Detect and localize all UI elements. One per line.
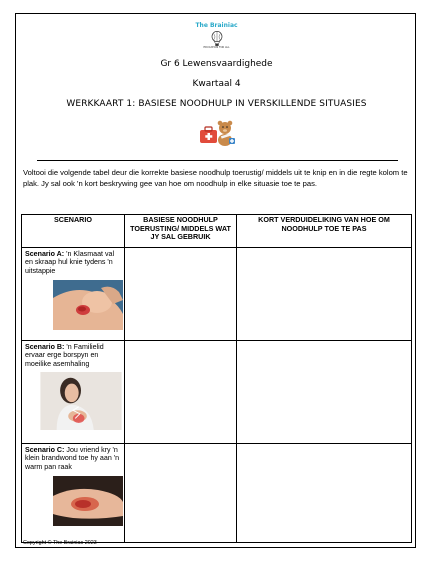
equipment-cell[interactable] (125, 248, 237, 341)
scenario-text: Jou vriend kry 'n klein brandwond toe hy aan 'n warm pan raak (25, 446, 120, 471)
equipment-cell[interactable] (125, 341, 237, 444)
first-aid-kit-teddy-icon (199, 119, 237, 147)
header-equipment: BASIESE NOODHULP TOERUSTING/ MIDDELS WAT JY SAL GEBRUIK (125, 215, 237, 248)
scenario-text: 'n Familielid ervaar erge borspyn en moeilike asemhaling (25, 343, 104, 368)
scenario-label: Scenario B: (25, 343, 65, 351)
scenario-cell (22, 248, 125, 341)
term-title: Kwartaal 4 (192, 79, 241, 89)
scenario-cell (22, 444, 125, 543)
equipment-cell[interactable] (125, 444, 237, 543)
explanation-cell[interactable] (237, 248, 412, 341)
scenario-label: Scenario C: (25, 446, 65, 454)
explanation-cell[interactable] (237, 341, 412, 444)
table-row (22, 341, 412, 444)
first-aid-table (21, 214, 412, 543)
header-explanation: KORT VERDUIDELIKING VAN HOE OM NOODHULP TOE TE PAS (237, 215, 412, 248)
scenario-label: Scenario A: (25, 250, 65, 258)
scenario-cell (22, 341, 125, 444)
header-scenario: SCENARIO (22, 215, 125, 248)
table-row (22, 248, 412, 341)
table-header-row (22, 215, 412, 248)
table-row (22, 444, 412, 543)
copyright: Copyright © The Brainiac 2023 (23, 540, 97, 546)
instructions: Voltooi die volgende tabel deur die korrekte basiese noodhulp toerustig/ middels uit te knip en in die regte kolom te plak. Jy sal ook 'n kort beskrywing gee van hoe om noodhulp in elke situasie toe te pas. (23, 168, 408, 188)
scraped-knee-photo (53, 280, 123, 330)
grade-title: Gr 6 Lewensvaardighede (160, 59, 273, 69)
explanation-cell[interactable] (237, 444, 412, 543)
scenario-text: 'n Klasmaat val en skraap hul knie tydens 'n uitstappie (25, 250, 115, 275)
burn-photo (53, 476, 123, 526)
brand-tagline: EDUCATION FOR ALL (203, 46, 230, 49)
divider (37, 160, 398, 161)
brand-name: The Brainiac (195, 22, 238, 29)
hot-air-balloon-icon (211, 31, 223, 47)
chest-pain-photo (39, 372, 123, 430)
worksheet-title: WERKKAART 1: BASIESE NOODHULP IN VERSKILLENDE SITUASIES (66, 99, 367, 109)
